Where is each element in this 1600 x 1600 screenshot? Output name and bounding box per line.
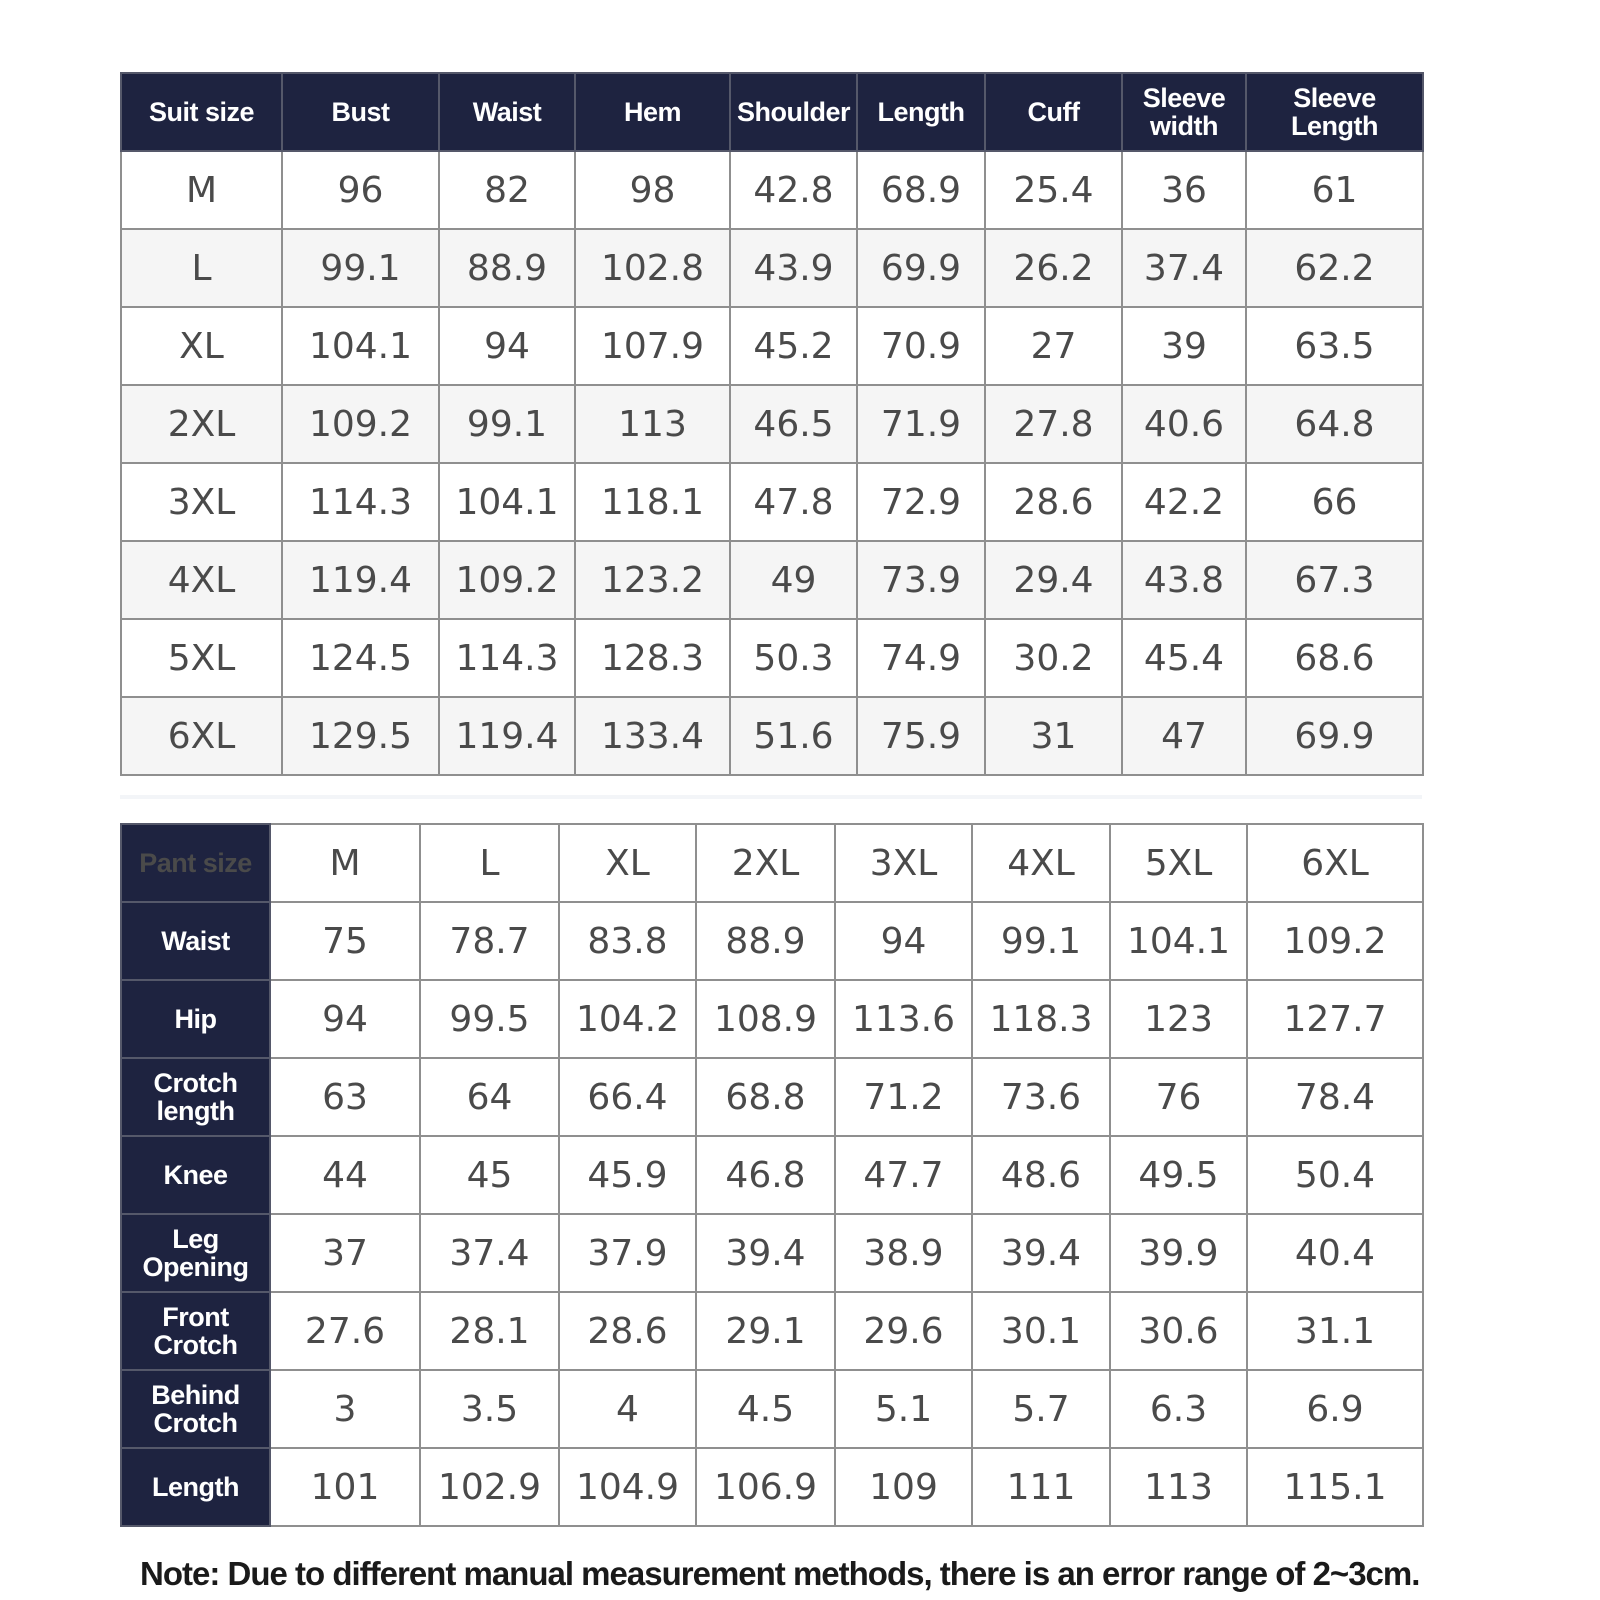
suit-measurement-cell: 50.3 [730,619,857,697]
suit-measurement-cell: 71.9 [857,385,985,463]
suit-measurement-cell: 62.2 [1246,229,1423,307]
pant-table-row [121,1058,1423,1136]
suit-measurement-cell: 36 [1122,151,1246,229]
pant-measurement-cell: 5.1 [835,1370,972,1448]
suit-measurement-cell: 37.4 [1122,229,1246,307]
suit-measurement-cell: 102.8 [575,229,730,307]
suit-measurement-cell: 40.6 [1122,385,1246,463]
suit-measurement-cell: 75.9 [857,697,985,775]
pant-size-cell: 5XL [1110,824,1247,902]
suit-measurement-cell: 29.4 [985,541,1122,619]
suit-size-cell: 2XL [121,385,282,463]
suit-measurement-cell: 70.9 [857,307,985,385]
pant-size-table [120,823,1424,1527]
pant-measurement-cell: 44 [270,1136,420,1214]
pant-measurement-cell: 73.6 [972,1058,1110,1136]
pant-table-row [121,1448,1423,1526]
pant-measurement-cell: 104.2 [559,980,696,1058]
pant-measurement-cell: 6.3 [1110,1370,1247,1448]
suit-measurement-cell: 64.8 [1246,385,1423,463]
pant-measurement-cell: 27.6 [270,1292,420,1370]
pant-measurement-cell: 28.6 [559,1292,696,1370]
pant-size-cell: 2XL [696,824,835,902]
pant-measurement-cell: 71.2 [835,1058,972,1136]
pant-measurement-cell: 111 [972,1448,1110,1526]
suit-measurement-cell: 47.8 [730,463,857,541]
pant-measurement-cell: 37.9 [559,1214,696,1292]
suit-size-cell: L [121,229,282,307]
pant-measurement-cell: 99.5 [420,980,559,1058]
pant-measurement-cell: 83.8 [559,902,696,980]
pant-measurement-cell: 108.9 [696,980,835,1058]
suit-measurement-cell: 133.4 [575,697,730,775]
pant-table-row [121,1292,1423,1370]
suit-measurement-cell: 47 [1122,697,1246,775]
measurement-note: Note: Due to different manual measurement methods, there is an error range of 2~3cm. [140,1555,1420,1592]
pant-size-row [121,824,1423,902]
pant-measurement-cell: 4 [559,1370,696,1448]
pant-measurement-cell: 29.1 [696,1292,835,1370]
pant-measurement-cell: 123 [1110,980,1247,1058]
suit-measurement-cell: 118.1 [575,463,730,541]
pant-measurement-cell: 78.4 [1247,1058,1423,1136]
pant-measurement-cell: 39.4 [696,1214,835,1292]
suit-measurement-cell: 124.5 [282,619,439,697]
suit-column-header: Length [857,73,985,151]
suit-measurement-cell: 30.2 [985,619,1122,697]
suit-table-row [121,619,1423,697]
suit-measurement-cell: 27.8 [985,385,1122,463]
pant-measurement-cell: 76 [1110,1058,1247,1136]
suit-measurement-cell: 67.3 [1246,541,1423,619]
suit-measurement-cell: 104.1 [439,463,575,541]
suit-measurement-cell: 72.9 [857,463,985,541]
suit-measurement-cell: 61 [1246,151,1423,229]
pant-measurement-cell: 78.7 [420,902,559,980]
suit-header-row [121,73,1423,151]
suit-table-row [121,151,1423,229]
pant-row-header: Waist [121,902,270,980]
suit-column-header: Sleeve width [1122,73,1246,151]
suit-measurement-cell: 39 [1122,307,1246,385]
suit-measurement-cell: 45.4 [1122,619,1246,697]
suit-measurement-cell: 68.9 [857,151,985,229]
suit-measurement-cell: 128.3 [575,619,730,697]
pant-size-cell: M [270,824,420,902]
pant-measurement-cell: 127.7 [1247,980,1423,1058]
pant-measurement-cell: 63 [270,1058,420,1136]
suit-measurement-cell: 94 [439,307,575,385]
pant-table-row [121,980,1423,1058]
suit-size-cell: M [121,151,282,229]
pant-measurement-cell: 3 [270,1370,420,1448]
suit-measurement-cell: 69.9 [857,229,985,307]
pant-row-header: Knee [121,1136,270,1214]
pant-measurement-cell: 30.1 [972,1292,1110,1370]
pant-measurement-cell: 4.5 [696,1370,835,1448]
suit-table-row [121,697,1423,775]
pant-measurement-cell: 104.9 [559,1448,696,1526]
pant-measurement-cell: 29.6 [835,1292,972,1370]
pant-measurement-cell: 88.9 [696,902,835,980]
suit-measurement-cell: 74.9 [857,619,985,697]
pant-measurement-cell: 113 [1110,1448,1247,1526]
pant-measurement-cell: 39.4 [972,1214,1110,1292]
suit-size-cell: 4XL [121,541,282,619]
suit-table-row [121,541,1423,619]
pant-measurement-cell: 37 [270,1214,420,1292]
suit-measurement-cell: 129.5 [282,697,439,775]
suit-measurement-cell: 119.4 [439,697,575,775]
suit-measurement-cell: 25.4 [985,151,1122,229]
suit-measurement-cell: 43.8 [1122,541,1246,619]
suit-measurement-cell: 28.6 [985,463,1122,541]
pant-measurement-cell: 115.1 [1247,1448,1423,1526]
pant-size-label: Pant size [121,824,270,902]
pant-row-header: Behind Crotch [121,1370,270,1448]
suit-size-cell: XL [121,307,282,385]
pant-measurement-cell: 104.1 [1110,902,1247,980]
pant-table-row [121,1136,1423,1214]
pant-measurement-cell: 40.4 [1247,1214,1423,1292]
suit-measurement-cell: 66 [1246,463,1423,541]
pant-measurement-cell: 109 [835,1448,972,1526]
pant-measurement-cell: 118.3 [972,980,1110,1058]
suit-measurement-cell: 42.2 [1122,463,1246,541]
pant-row-header: Crotch length [121,1058,270,1136]
pant-measurement-cell: 99.1 [972,902,1110,980]
suit-measurement-cell: 96 [282,151,439,229]
pant-measurement-cell: 45.9 [559,1136,696,1214]
suit-column-header: Bust [282,73,439,151]
suit-measurement-cell: 99.1 [439,385,575,463]
suit-size-table [120,72,1424,776]
pant-size-cell: 6XL [1247,824,1423,902]
suit-table-row [121,229,1423,307]
pant-measurement-cell: 6.9 [1247,1370,1423,1448]
suit-table-row [121,307,1423,385]
pant-measurement-cell: 30.6 [1110,1292,1247,1370]
suit-measurement-cell: 98 [575,151,730,229]
suit-column-header: Shoulder [730,73,857,151]
suit-measurement-cell: 49 [730,541,857,619]
suit-column-header: Sleeve Length [1246,73,1423,151]
pant-measurement-cell: 47.7 [835,1136,972,1214]
suit-table-row [121,385,1423,463]
pant-measurement-cell: 49.5 [1110,1136,1247,1214]
pant-table-row [121,1370,1423,1448]
pant-measurement-cell: 66.4 [559,1058,696,1136]
suit-measurement-cell: 42.8 [730,151,857,229]
pant-measurement-cell: 101 [270,1448,420,1526]
suit-column-header: Hem [575,73,730,151]
suit-measurement-cell: 99.1 [282,229,439,307]
suit-measurement-cell: 45.2 [730,307,857,385]
pant-size-cell: L [420,824,559,902]
pant-measurement-cell: 109.2 [1247,902,1423,980]
suit-measurement-cell: 43.9 [730,229,857,307]
suit-column-header: Cuff [985,73,1122,151]
suit-measurement-cell: 114.3 [282,463,439,541]
pant-size-cell: XL [559,824,696,902]
pant-measurement-cell: 31.1 [1247,1292,1423,1370]
pant-measurement-cell: 46.8 [696,1136,835,1214]
pant-measurement-cell: 113.6 [835,980,972,1058]
suit-measurement-cell: 46.5 [730,385,857,463]
pant-measurement-cell: 102.9 [420,1448,559,1526]
suit-measurement-cell: 63.5 [1246,307,1423,385]
pant-measurement-cell: 48.6 [972,1136,1110,1214]
suit-column-header: Waist [439,73,575,151]
suit-measurement-cell: 26.2 [985,229,1122,307]
suit-measurement-cell: 107.9 [575,307,730,385]
pant-row-header: Front Crotch [121,1292,270,1370]
pant-table-row [121,902,1423,980]
suit-measurement-cell: 73.9 [857,541,985,619]
pant-size-cell: 3XL [835,824,972,902]
suit-measurement-cell: 119.4 [282,541,439,619]
suit-measurement-cell: 51.6 [730,697,857,775]
pant-measurement-cell: 28.1 [420,1292,559,1370]
pant-table-row [121,1214,1423,1292]
suit-measurement-cell: 114.3 [439,619,575,697]
suit-measurement-cell: 82 [439,151,575,229]
suit-measurement-cell: 104.1 [282,307,439,385]
pant-measurement-cell: 39.9 [1110,1214,1247,1292]
pant-measurement-cell: 37.4 [420,1214,559,1292]
suit-size-cell: 6XL [121,697,282,775]
pant-measurement-cell: 68.8 [696,1058,835,1136]
suit-measurement-cell: 68.6 [1246,619,1423,697]
suit-size-cell: 3XL [121,463,282,541]
pant-measurement-cell: 38.9 [835,1214,972,1292]
suit-table-row [121,463,1423,541]
pant-measurement-cell: 50.4 [1247,1136,1423,1214]
pant-row-header: Length [121,1448,270,1526]
suit-size-cell: 5XL [121,619,282,697]
suit-column-header: Suit size [121,73,282,151]
pant-measurement-cell: 106.9 [696,1448,835,1526]
pant-measurement-cell: 94 [270,980,420,1058]
pant-size-cell: 4XL [972,824,1110,902]
suit-measurement-cell: 113 [575,385,730,463]
pant-row-header: Hip [121,980,270,1058]
suit-measurement-cell: 109.2 [282,385,439,463]
pant-measurement-cell: 5.7 [972,1370,1110,1448]
pant-measurement-cell: 64 [420,1058,559,1136]
pant-measurement-cell: 94 [835,902,972,980]
pant-row-header: Leg Opening [121,1214,270,1292]
pant-measurement-cell: 3.5 [420,1370,559,1448]
suit-measurement-cell: 31 [985,697,1122,775]
suit-measurement-cell: 27 [985,307,1122,385]
pant-measurement-cell: 45 [420,1136,559,1214]
pant-measurement-cell: 75 [270,902,420,980]
suit-measurement-cell: 88.9 [439,229,575,307]
suit-measurement-cell: 109.2 [439,541,575,619]
suit-measurement-cell: 123.2 [575,541,730,619]
table-divider [120,795,1422,799]
suit-measurement-cell: 69.9 [1246,697,1423,775]
